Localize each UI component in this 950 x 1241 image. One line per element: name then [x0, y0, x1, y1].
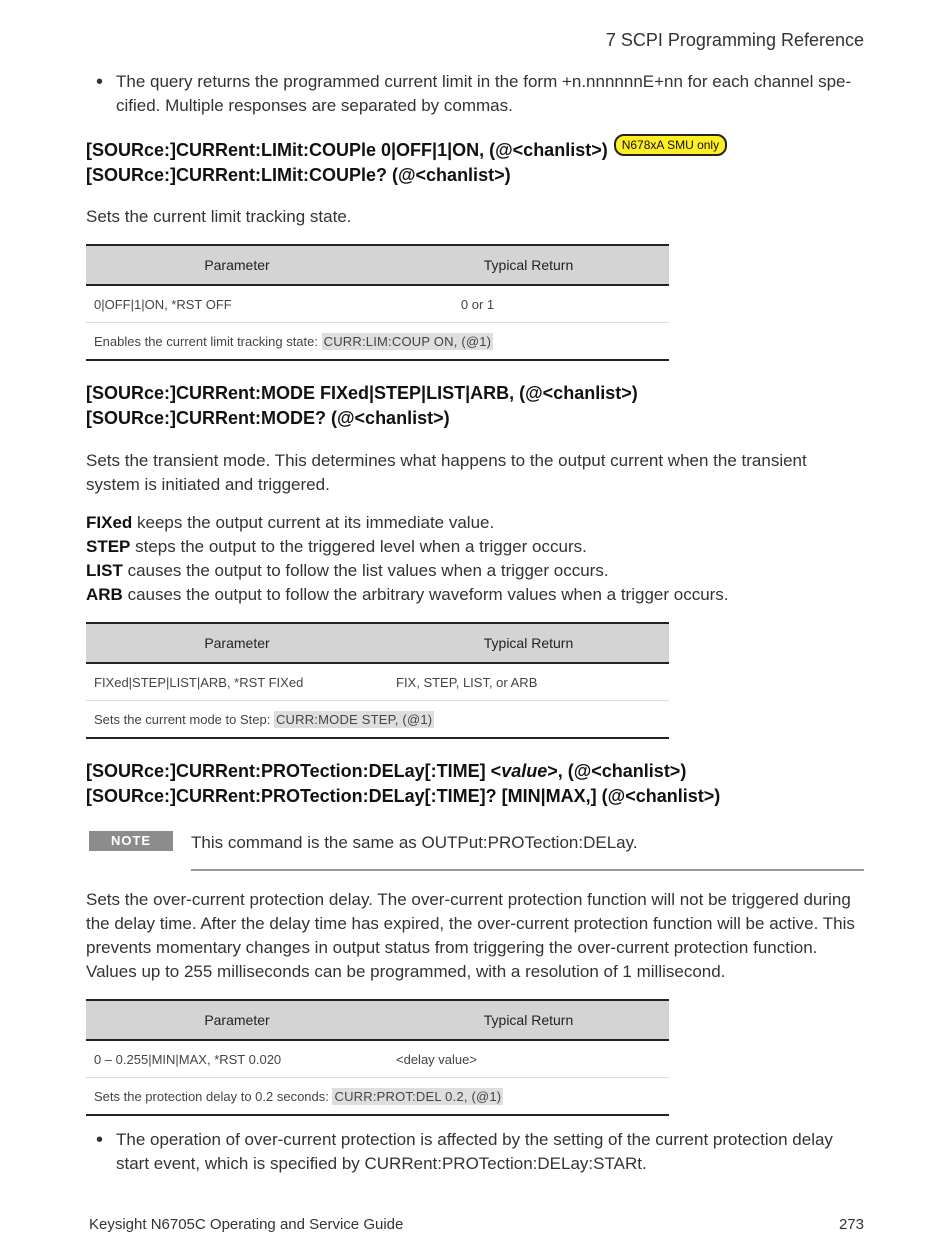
footer-page-number: 273: [838, 1216, 864, 1233]
command-heading-current-mode: [86, 381, 864, 431]
table-row: [86, 1040, 669, 1078]
mode-item-list: LIST causes the output to follow the list values when a trigger occurs.: [86, 561, 609, 580]
command-description: Sets the over-current protection delay. The over-current protection function will not be triggered during the delay time. After the delay time has expired, the over-current protection function will be active. This prevents momentary changes in output status from triggering the over-current protection function. Values up to 255 milliseconds can be programmed, with a resolution of 1 millisecond.: [86, 890, 855, 981]
command-query-syntax: [SOURce:]CURRent:PROTection:DELay[:TIME]? [MIN|MAX,] (@<chanlist>): [86, 786, 721, 806]
command-heading-protection-delay: [86, 759, 864, 809]
example-code: CURR:LIM:COUP ON, (@1): [323, 333, 492, 349]
table-row: [86, 663, 669, 701]
parameter-value: 0|OFF|1|ON, *RST OFF: [86, 285, 388, 323]
command-syntax: [SOURce:]CURRent:MODE FIXed|STEP|LIST|ARB, (@<chanlist>): [86, 383, 638, 403]
parameter-table: [86, 999, 669, 1116]
smu-only-badge: N678xA SMU only: [614, 134, 727, 156]
example-code: CURR:MODE STEP, (@1): [275, 711, 433, 727]
table-header-row: [86, 245, 669, 285]
bullet-text: The query returns the programmed current limit in the form +n.nnnnnnE+nn for each channel spe-cified. Multiple responses are separated by commas.: [116, 72, 852, 115]
mode-list: [86, 511, 864, 607]
column-header-parameter: Parameter: [86, 245, 388, 285]
column-header-typical-return: Typical Return: [388, 245, 669, 285]
column-header-parameter: Parameter: [86, 1000, 388, 1040]
note-label: NOTE: [89, 831, 173, 851]
example-row: [86, 323, 669, 361]
bullet-dot: •: [96, 1129, 104, 1151]
table-row: [86, 285, 669, 323]
table-header-row: [86, 623, 669, 663]
note-text: This command is the same as OUTPut:PROTection:DELay.: [191, 831, 864, 871]
return-value: FIX, STEP, LIST, or ARB: [388, 663, 669, 701]
mode-item-fixed: FIXed keeps the output current at its immediate value.: [86, 513, 495, 532]
parameter-value: 0 – 0.255|MIN|MAX, *RST 0.020: [86, 1040, 388, 1078]
column-header-typical-return: Typical Return: [388, 623, 669, 663]
note-body: [191, 831, 864, 871]
example-row: [86, 1078, 669, 1116]
example-text: Sets the current mode to Step:: [94, 711, 274, 727]
running-header: 7 SCPI Programming Reference: [605, 30, 864, 50]
example-text: Sets the protection delay to 0.2 seconds:: [94, 1088, 333, 1104]
example-text: Enables the current limit tracking state:: [94, 333, 322, 349]
example-cell: [86, 1078, 669, 1116]
return-value: 0 or 1: [388, 285, 669, 323]
column-header-typical-return: Typical Return: [388, 1000, 669, 1040]
mode-item-step: STEP steps the output to the triggered level when a trigger occurs.: [86, 537, 587, 556]
command-description: Sets the current limit tracking state.: [86, 207, 352, 226]
table-header-row: [86, 1000, 669, 1040]
command-syntax: [SOURce:]CURRent:LIMit:COUPle 0|OFF|1|ON, (@<chanlist>): [86, 140, 608, 160]
command-query-syntax: [SOURce:]CURRent:LIMit:COUPle? (@<chanlist>): [86, 165, 511, 185]
example-code: CURR:PROT:DEL 0.2, (@1): [334, 1088, 502, 1104]
protection-bullet: [86, 1128, 864, 1176]
command-heading-limit-couple: [86, 138, 864, 188]
page-content: [86, 68, 864, 1176]
parameter-table: [86, 622, 669, 739]
command-query-syntax: [SOURce:]CURRent:MODE? (@<chanlist>): [86, 408, 450, 428]
example-cell: [86, 323, 669, 361]
column-header-parameter: Parameter: [86, 623, 388, 663]
mode-item-arb: ARB causes the output to follow the arbitrary waveform values when a trigger occurs.: [86, 585, 729, 604]
intro-bullet: [86, 70, 864, 118]
footer-guide-title: Keysight N6705C Operating and Service Guide: [89, 1216, 404, 1233]
note-box: [86, 831, 864, 871]
example-row: [86, 701, 669, 739]
return-value: <delay value>: [388, 1040, 669, 1078]
example-cell: [86, 701, 669, 739]
parameter-value: FIXed|STEP|LIST|ARB, *RST FIXed: [86, 663, 388, 701]
command-description: Sets the transient mode. This determines what happens to the output current when the transient system is initiated and triggered.: [86, 451, 807, 494]
parameter-table: [86, 244, 669, 361]
command-syntax: [SOURce:]CURRent:PROTection:DELay[:TIME] <value>, (@<chanlist>): [86, 761, 687, 781]
bullet-text: The operation of over-current protection is affected by the setting of the current protection delay start event, which is specified by CURRent:PROTection:DELay:STARt.: [116, 1130, 833, 1173]
value-placeholder: value: [501, 761, 548, 781]
bullet-dot: •: [96, 71, 104, 93]
